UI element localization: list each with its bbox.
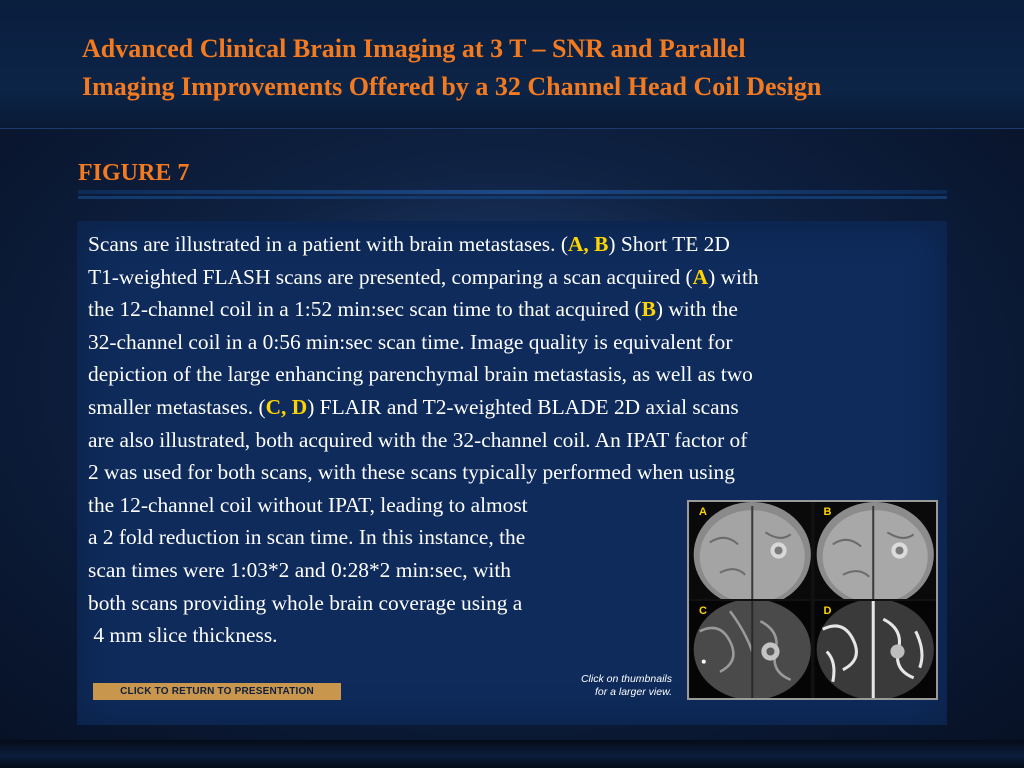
thumbnail-label: B <box>823 506 832 518</box>
caption-line: 2 was used for both scans, with these scans typically performed when using <box>88 460 735 485</box>
thumbnail-label: D <box>823 605 832 617</box>
caption-line: a 2 fold reduction in scan time. In this instance, the <box>88 525 526 550</box>
caption-text: Scans are illustrated in a patient with brain metastases. ( <box>88 232 568 256</box>
caption-line <box>88 261 938 294</box>
caption-text: smaller metastases. ( <box>88 394 266 419</box>
caption-line: the 12-channel coil without IPAT, leading to almost <box>88 492 528 517</box>
caption-text: ) with the <box>655 297 738 322</box>
thumbnail-grid <box>687 500 938 700</box>
caption-highlight: A <box>692 264 709 289</box>
caption-line <box>88 391 938 424</box>
caption-line: depiction of the large enhancing parenchymal brain metastasis, as well as two <box>88 362 753 387</box>
caption-text: the 12-channel coil in a 1:52 min:sec scan time to that acquired ( <box>88 297 642 322</box>
divider <box>78 190 947 194</box>
thumbnail-hint <box>540 673 672 699</box>
caption-highlight: B <box>641 297 656 322</box>
brain-scan-image <box>689 502 812 599</box>
caption-text: ) Short TE 2D <box>608 232 730 256</box>
thumbnail-c[interactable] <box>689 601 812 698</box>
caption-highlight: A, B <box>567 232 609 256</box>
thumbnail-label: C <box>699 605 707 617</box>
thumbnail-label: A <box>699 506 707 518</box>
brain-scan-image <box>814 601 937 698</box>
brain-scan-image <box>814 502 937 599</box>
caption-line: scan times were 1:03*2 and 0:28*2 min:sec, with <box>88 557 511 582</box>
thumbnail-d[interactable] <box>814 601 937 698</box>
divider-secondary <box>78 196 947 199</box>
caption-line: are also illustrated, both acquired with the 32-channel coil. An IPAT factor of <box>88 427 748 452</box>
thumbnail-hint-line-2: for a larger view. <box>594 686 672 698</box>
slide-title-line-1: Advanced Clinical Brain Imaging at 3 T – SNR and Parallel <box>82 34 746 63</box>
caption-line <box>88 228 938 261</box>
caption-line: 32-channel coil in a 0:56 min:sec scan time. Image quality is equivalent for <box>88 329 733 354</box>
caption-highlight: C, D <box>265 394 308 419</box>
thumbnail-b[interactable] <box>814 502 937 599</box>
caption-text: T1-weighted FLASH scans are presented, comparing a scan acquired ( <box>88 264 693 289</box>
slide-title <box>82 30 1002 106</box>
brain-scan-image <box>689 601 812 698</box>
return-to-presentation-button[interactable]: CLICK TO RETURN TO PRESENTATION <box>93 683 341 700</box>
caption-line <box>88 293 938 326</box>
slide-title-line-2: Imaging Improvements Offered by a 32 Channel Head Coil Design <box>82 72 822 101</box>
figure-label: FIGURE 7 <box>78 160 190 186</box>
caption-line: 4 mm slice thickness. <box>88 623 278 648</box>
caption-text: ) FLAIR and T2-weighted BLADE 2D axial scans <box>307 394 739 419</box>
caption-text: ) with <box>708 264 759 289</box>
thumbnail-hint-line-1: Click on thumbnails <box>580 673 672 685</box>
thumbnail-a[interactable] <box>689 502 812 599</box>
footer-band <box>0 740 1024 768</box>
caption-line: both scans providing whole brain coverage using a <box>88 590 523 615</box>
